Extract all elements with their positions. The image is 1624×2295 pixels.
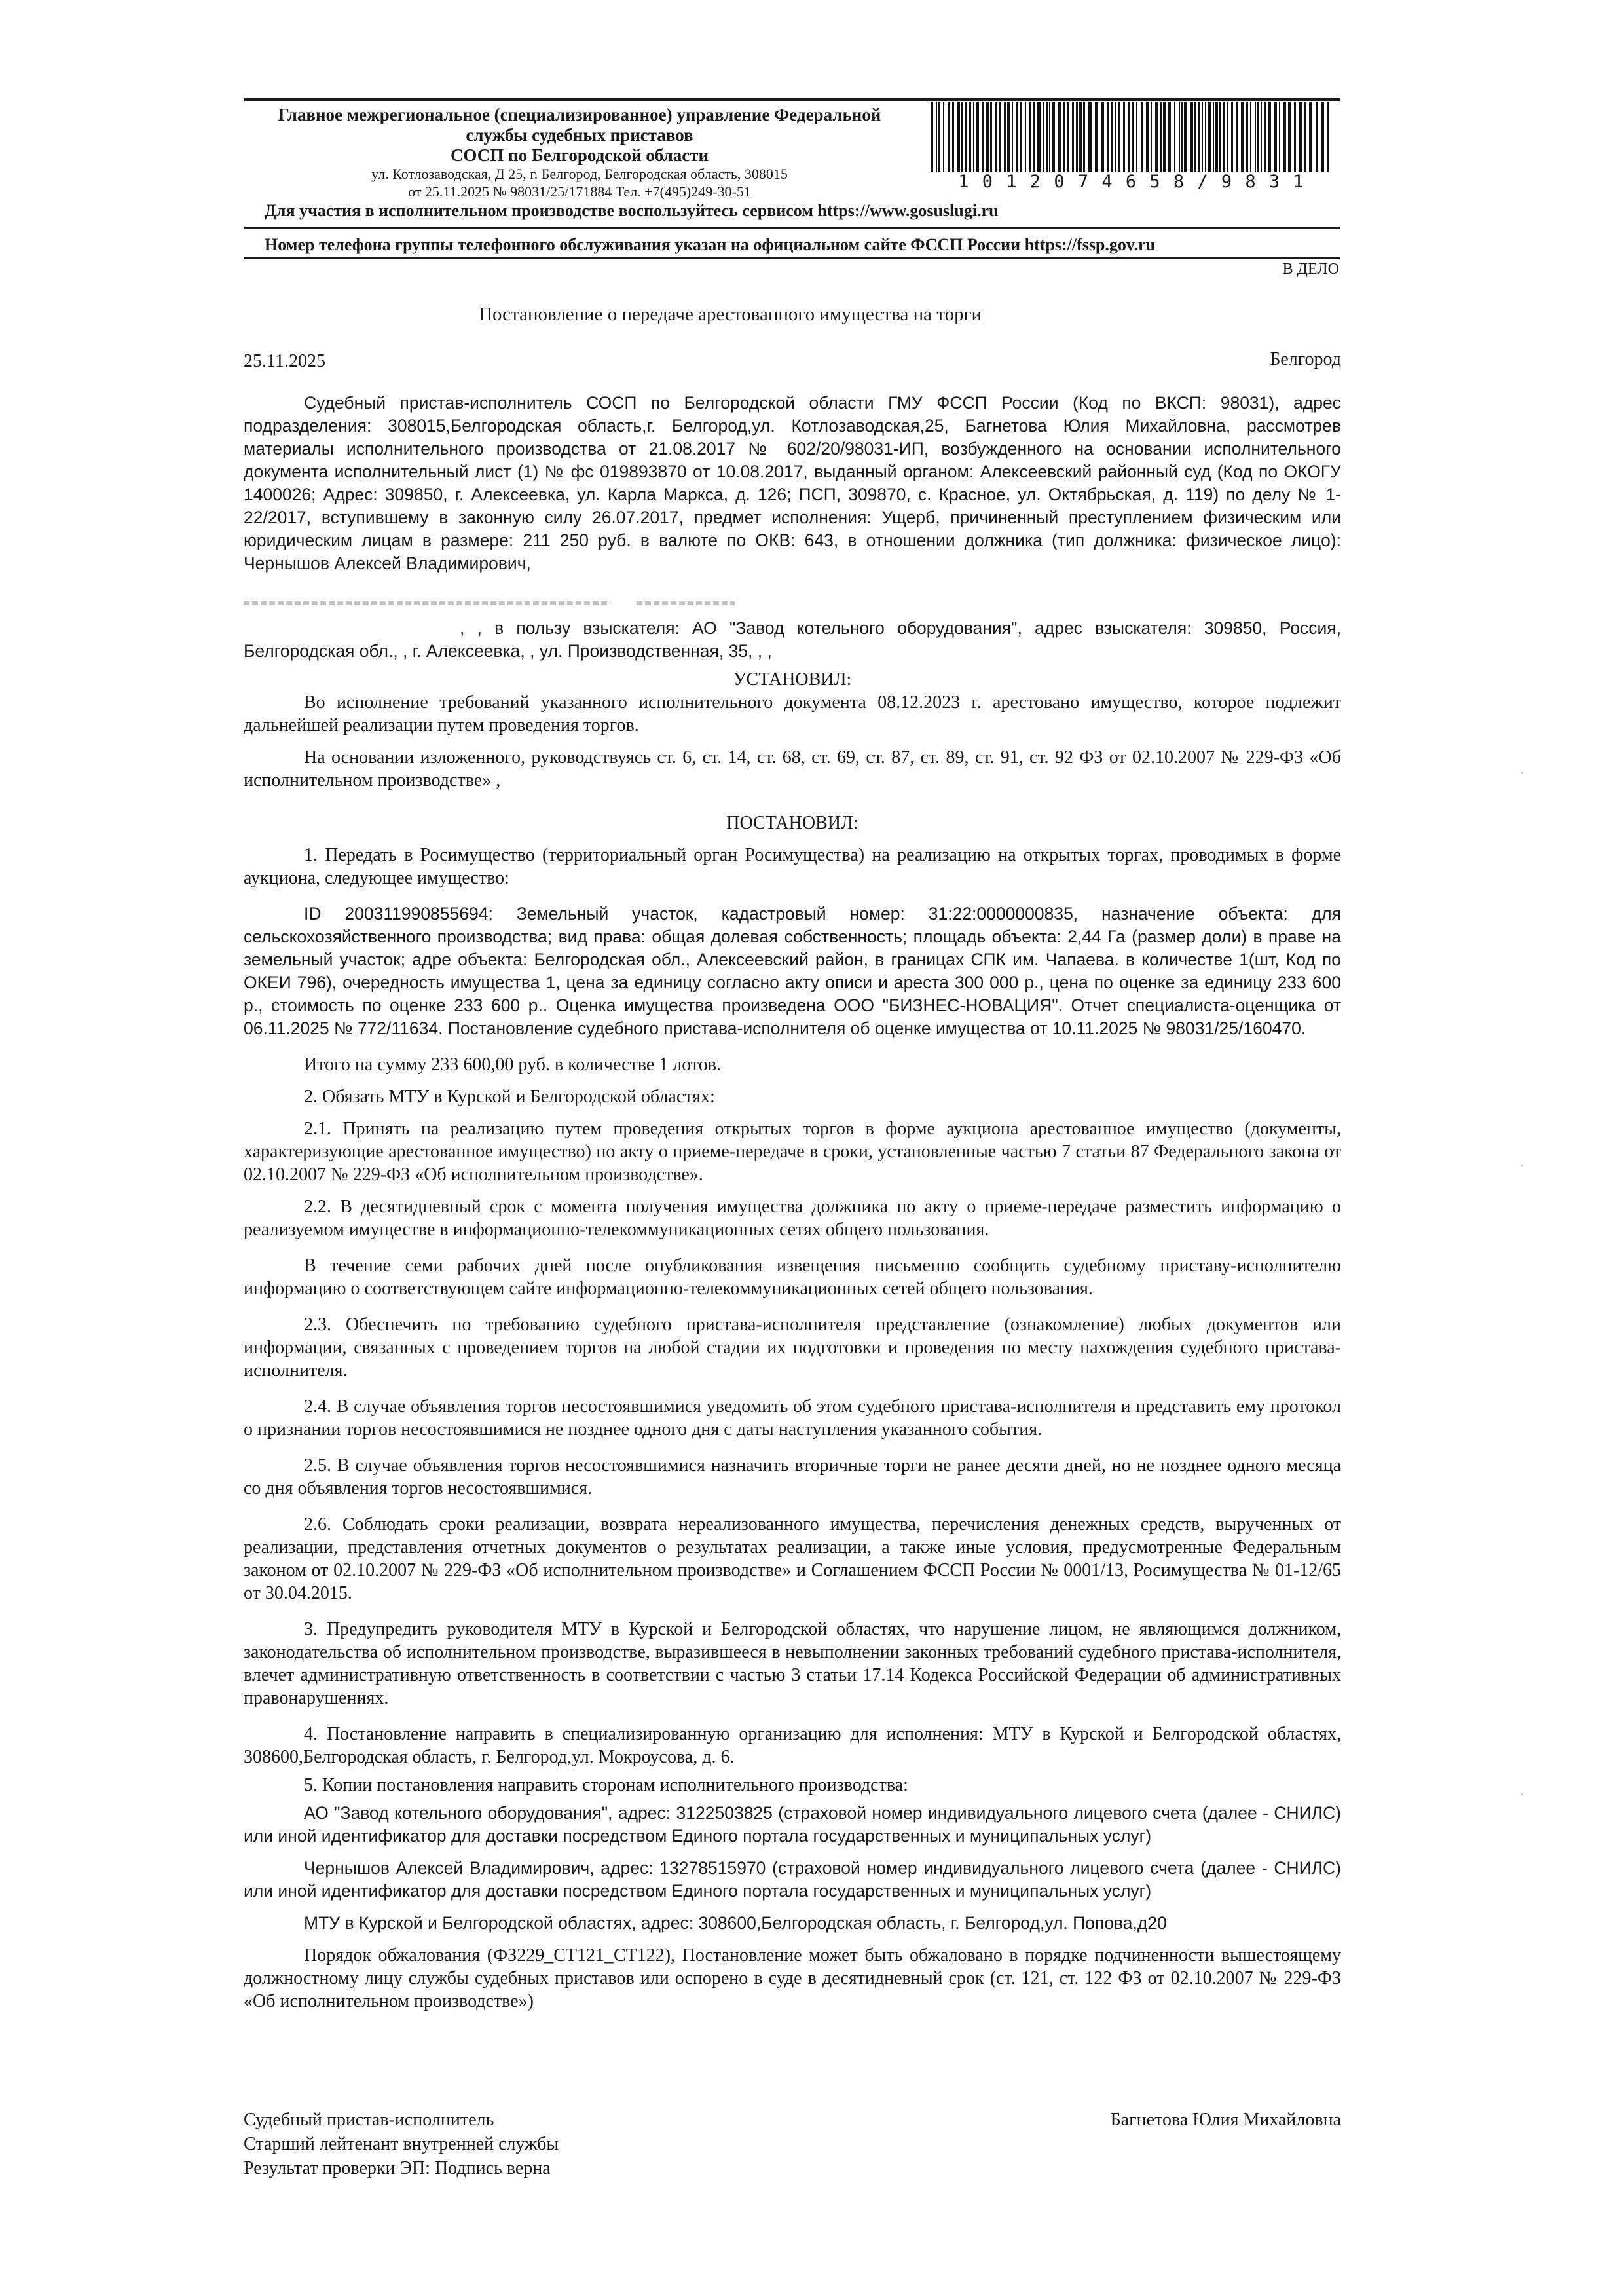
barcode-bar (1111, 102, 1113, 172)
established-heading: УСТАНОВИЛ: (733, 669, 852, 690)
barcode-bar (976, 102, 979, 172)
organization-address-block (236, 165, 923, 200)
barcode-bar (1029, 102, 1031, 172)
signer-position: Судебный пристав-исполнитель (244, 2110, 494, 2130)
copy-recipient-2: Чернышов Алексей Владимирович, адрес: 13278515970 (страховой номер индивидуального лицевого счета (далее - СНИЛС) или иной идентификатор для доставки посредством Единого портала государственных и муниципальных услуг) (244, 1858, 1341, 1901)
barcode-bar (1202, 102, 1203, 172)
barcode-bar (1179, 102, 1180, 172)
barcode-bar (1063, 102, 1065, 172)
barcode-bar (1088, 102, 1092, 172)
barcode-bar (1168, 102, 1171, 172)
barcode-bar (1043, 102, 1044, 172)
copy-recipient-1: АО "Завод котельного оборудования", адрес: 3122503825 (страховой номер индивидуального лицевого счета (далее - СНИЛС) или иной идентификатор для доставки посредством Единого портала государственных и муниципальных услуг) (244, 1803, 1341, 1846)
barcode-bar (1246, 102, 1248, 172)
barcode-bar (1327, 102, 1329, 172)
barcode-bar (1264, 102, 1266, 172)
barcode-bar (1160, 102, 1162, 172)
barcode-bar (1067, 102, 1069, 172)
barcode-bar (1025, 102, 1026, 172)
item-2-2-continuation: В течение семи рабочих дней после опубликования извещения письменно сообщить судебному приставу-исполнителю информацию о соответствующем сайте информационно-телекоммуникационных сетей общего пользования. (244, 1256, 1341, 1299)
barcode-bar (1037, 102, 1041, 172)
signer-name: Багнетова Юлия Михайловна (1110, 2110, 1341, 2130)
appeal-procedure: Порядок обжалования (ФЗ229_СТ121_СТ122), Постановление может быть обжаловано в порядке подчиненности вышестоящему должностному лицу службы судебных приставов или оспорено в суде в десятидневный срок (ст. 121, ст. 122 ФЗ от 02.10.2007 № 229-ФЗ «Об исполнительном производстве») (244, 1945, 1341, 2011)
header-top-rule (244, 98, 1340, 101)
barcode-bar (1083, 102, 1085, 172)
v-delo-mark: В ДЕЛО (1282, 261, 1339, 278)
ep-check-result: Результат проверки ЭП: Подпись верна (244, 2158, 551, 2178)
scan-artifact: ꞏ (1521, 768, 1524, 777)
barcode-bar (1079, 102, 1082, 172)
barcode-bar (995, 102, 997, 172)
header-bottom-rule (244, 257, 1340, 259)
barcode-bar (1128, 102, 1130, 172)
barcode-bar (1274, 102, 1277, 172)
barcode-bar (1184, 102, 1187, 172)
barcode-bar (957, 102, 960, 172)
phone-notice: Номер телефона группы телефонного обслуживания указан на официальном сайте ФССП России https://fssp.gov.ru (265, 235, 1155, 254)
item-2: 2. Обязать МТУ в Курской и Белгородской областях: (304, 1087, 715, 1107)
barcode-bar (1049, 102, 1050, 172)
signature-block (244, 2108, 1341, 2180)
document-date: 25.11.2025 (244, 351, 325, 371)
barcode-bar (1316, 102, 1318, 172)
header-mid-rule (244, 227, 1340, 229)
barcode-bar (1076, 102, 1078, 172)
document-city: Белгород (1270, 349, 1341, 369)
barcode-bar (1257, 102, 1259, 172)
barcode-bar (1020, 102, 1022, 172)
copy-recipient-3: МТУ в Курской и Белгородской областях, адрес: 308600,Белгородская область, г. Белгород,ул. Попова,д20 (304, 1913, 1167, 1933)
barcode-bar (1231, 102, 1233, 172)
barcode-bar (1163, 102, 1166, 172)
barcode-bar (982, 102, 984, 172)
barcode-bar (1004, 102, 1006, 172)
barcode-bar (1012, 102, 1013, 172)
barcode-bar (1151, 102, 1152, 172)
item-4: 4. Постановление направить в специализированную организацию для исполнения: МТУ в Курской и Белгородской областях, 308600,Белгородская область, г. Белгород,ул. Мокроусова, д. 6. (244, 1724, 1341, 1767)
barcode-bar (1095, 102, 1098, 172)
barcode-bar (1007, 102, 1010, 172)
barcode-bar (1288, 102, 1291, 172)
barcode-bar (1205, 102, 1206, 172)
barcode-bar (1208, 102, 1211, 172)
resolved-heading: ПОСТАНОВИЛ: (726, 813, 858, 833)
barcode-bar (1101, 102, 1104, 172)
signer-rank: Старший лейтенант внутренней службы (244, 2134, 559, 2154)
item-2-4: 2.4. В случае объявления торгов несостоявшимися уведомить об этом судебного пристава-исполнителя и представить ему протокол о признании торгов несостоявшимися не позднее одного дня с даты наступления указанного события. (244, 1396, 1341, 1440)
barcode-bar (1146, 102, 1149, 172)
barcode-bar (931, 102, 933, 172)
barcode-bar (1033, 102, 1035, 172)
barcode-bar (1279, 102, 1280, 172)
established-paragraph-1: Во исполнение требований указанного исполнительного документа 08.12.2023 г. арестовано имущество, которое подлежит дальнейшей реализации путем проведения торгов. (244, 692, 1341, 736)
barcode-bar (1294, 102, 1296, 172)
gosuslugi-notice: Для участия в исполнительном производстве воспользуйтесь сервисом https://www.gosuslugi.ru (265, 201, 999, 220)
barcode-bar (986, 102, 989, 172)
barcode-number: 1 0 1 2 0 7 4 6 5 8 / 9 8 3 1 (958, 172, 1305, 192)
barcode-bar (1213, 102, 1214, 172)
barcode-bar (1155, 102, 1158, 172)
barcode-bar (938, 102, 940, 172)
barcode-bar (1241, 102, 1244, 172)
barcode-bar (1299, 102, 1302, 172)
barcode-bar (961, 102, 963, 172)
barcode-bar (1283, 102, 1286, 172)
barcode-bar (1136, 102, 1137, 172)
item-2-6: 2.6. Соблюдать сроки реализации, возврата нереализованного имущества, перечисления денежных средств, вырученных от реализации, представления отчетных документов о результатах реализации, а также иные условия, предусмотренные Федеральным законом от 02.10.2007 № 229-ФЗ «Об исполнительном производстве» и Соглашением ФССП России № 0001/13, Росимущества № 01-12/65 от 30.04.2015. (244, 1514, 1341, 1603)
barcode-bar (1072, 102, 1074, 172)
barcode-bar (1118, 102, 1120, 172)
barcode-bar (1304, 102, 1306, 172)
item-2-5: 2.5. В случае объявления торгов несостоявшимися назначить вторичные торги не ранее десяти дней, но не позднее одного месяца со дня объявления торгов несостоявшимися. (244, 1455, 1341, 1499)
barcode-bar (1321, 102, 1324, 172)
document-body (244, 392, 1341, 2013)
barcode-bar (1132, 102, 1134, 172)
barcode-bar (1058, 102, 1061, 172)
barcode-bar (1046, 102, 1048, 172)
barcode-bar (1123, 102, 1125, 172)
barcode-bar (1174, 102, 1175, 172)
barcode-bar (952, 102, 954, 172)
barcode-bar (1016, 102, 1018, 172)
barcode-bar (1181, 102, 1183, 172)
barcode-bar (965, 102, 967, 172)
doc-reference: от 25.11.2025 № 98031/25/171884 Тел. +7(495)249-30-51 (408, 183, 751, 200)
scan-artifact: ꞏ (1521, 1789, 1524, 1799)
org-name-line3: СОСП по Белгородской области (450, 145, 709, 165)
barcode-bar (1115, 102, 1116, 172)
barcode-bar (1309, 102, 1312, 172)
redacted-line (244, 597, 1341, 612)
barcode-bar (948, 102, 950, 172)
barcode-bar (1236, 102, 1238, 172)
established-paragraph-2: На основании изложенного, руководствуясь ст. 6, ст. 14, ст. 68, ст. 69, ст. 87, ст. 89, ст. 91, ст. 92 ФЗ от 02.10.2007 № 229-ФЗ «Об исполнительном производстве» , (244, 747, 1341, 791)
barcode-bar (1223, 102, 1225, 172)
barcode-bar (990, 102, 992, 172)
org-address: ул. Котлозаводская, Д 25, г. Белгород, Белгородская область, 308015 (371, 166, 788, 182)
barcode-bar (1268, 102, 1271, 172)
barcode-bar (1141, 102, 1143, 172)
barcode-bar (1219, 102, 1221, 172)
document-title: Постановление о передаче арестованного имущества на торги (479, 304, 982, 325)
item-5: 5. Копии постановления направить сторонам исполнительного производства: (304, 1775, 908, 1795)
barcode (929, 102, 1335, 172)
barcode-bar (1215, 102, 1218, 172)
barcode-bar (1227, 102, 1228, 172)
barcode-bar (1261, 102, 1262, 172)
barcode-bar (1198, 102, 1200, 172)
item-3: 3. Предупредить руководителя МТУ в Курской и Белгородской областях, что нарушение лицом, не являющимся должником, законодательства об исполнительном производстве, выразившееся в невыполнении законных требований судебного пристава-исполнителя, влечет административную ответственность в соответствии с частью 3 статьи 17.14 Кодекса Российской Федерации об административных правонарушениях. (244, 1619, 1341, 1708)
barcode-bar (1194, 102, 1196, 172)
barcode-bar (973, 102, 974, 172)
scan-artifact: ꞏ (1521, 1161, 1524, 1170)
intro-continuation: , , в пользу взыскателя: АО "Завод котельного оборудования", адрес взыскателя: 309850, Россия, Белгородская обл., , г. Алексеевка, , ул. Производственная, 35, , , (244, 618, 1341, 661)
barcode-bar (969, 102, 971, 172)
total-sum: Итого на сумму 233 600,00 руб. в количестве 1 лотов. (304, 1054, 721, 1075)
item-2-2: 2.2. В десятидневный срок с момента получения имущества должника по акту о приеме-передаче разместить информацию о реализуемом имуществе в информационно-телекоммуникационных сетях общего пользования. (244, 1197, 1341, 1240)
intro-paragraph: Судебный пристав-исполнитель СОСП по Белгородской области ГМУ ФССП России (Код по ВКСП: 98031), адрес подразделения: 308015,Белгородская область,г. Белгород,ул. Котлозаводская,25, Багнетова Юлия Михайловна, рассмотрев материалы исполнительного производства от 21.08.2017 № 602/20/98031-ИП, возбужденного на основании исполнительного документа исполнительный лист (1) № фс 019893870 от 10.08.2017, выданный органом: Алексеевский районный суд (Код по ОКОГУ 1400026; Адрес: 309850, г. Алексеевка, ул. Карла Маркса, д. 126; ПСП, 309870, с. Красное, ул. Октябрьская, д. 119) по делу № 1-22/2017, вступившему в законную силу 26.07.2017, предмет исполнения: Ущерб, причиненный преступлением физическим или юридическим лицам в размере: 211 250 руб. в валюте по ОКВ: 643, в отношении должника (тип должника: физическое лицо): Чернышов Алексей Владимирович, (244, 393, 1341, 573)
item-2-3: 2.3. Обеспечить по требованию судебного пристава-исполнителя представление (ознакомление) любых документов или информации, связанных с проведением торгов на любой стадии их подготовки и проведения по месту нахождения судебного пристава-исполнителя. (244, 1315, 1341, 1381)
barcode-bar (936, 102, 937, 172)
barcode-bar (1255, 102, 1256, 172)
barcode-bar (999, 102, 1001, 172)
property-description: ID 200311990855694: Земельный участок, кадастровый номер: 31:22:0000000835, назначение объекта: для сельскохозяйственного производства; вид права: общая долевая собственность; площадь объекта: 2,44 Га (размер доли) в праве на земельный участок; адре объекта: Белгородская обл., Алексеевский район, в границах СПК им. Чапаева. в количестве 1(шт, Код по ОКЕИ 796), очередность имущества 1, цена за единицу согласно акту описи и ареста 300 000 р., цена по оценке за единицу 233 600 р., стоимость по оценке 233 600 р.. Оценка имущества произведена ООО "БИЗНЕС-НОВАЦИЯ". Отчет специалиста-оценщика от 06.11.2025 № 772/11634. Постановление судебного пристава-исполнителя об оценке имущества от 10.11.2025 № 98031/25/160470. (244, 904, 1341, 1038)
barcode-bar (1190, 102, 1193, 172)
org-name-line1: Главное межрегиональное (специализированное) управление Федеральной (278, 105, 881, 124)
barcode-bar (1107, 102, 1109, 172)
org-name-line2: службы судебных приставов (466, 125, 693, 145)
item-1: 1. Передать в Росимущество (территориальный орган Росимущества) на реализацию на открытых торгах, проводимых в форме аукциона, следующее имущество: (244, 845, 1341, 888)
item-2-1: 2.1. Принять на реализацию путем проведения открытых торгов в форме аукциона арестованное имущество (документы, характеризующие арестованное имущество) по акту о приеме-передаче в сроки, установленные частью 7 статьи 87 Федерального закона от 02.10.2007 № 229-ФЗ «Об исполнительном производстве». (244, 1119, 1341, 1185)
organization-block (236, 105, 923, 166)
barcode-bar (1052, 102, 1055, 172)
barcode-bar (943, 102, 944, 172)
barcode-bar (1250, 102, 1251, 172)
